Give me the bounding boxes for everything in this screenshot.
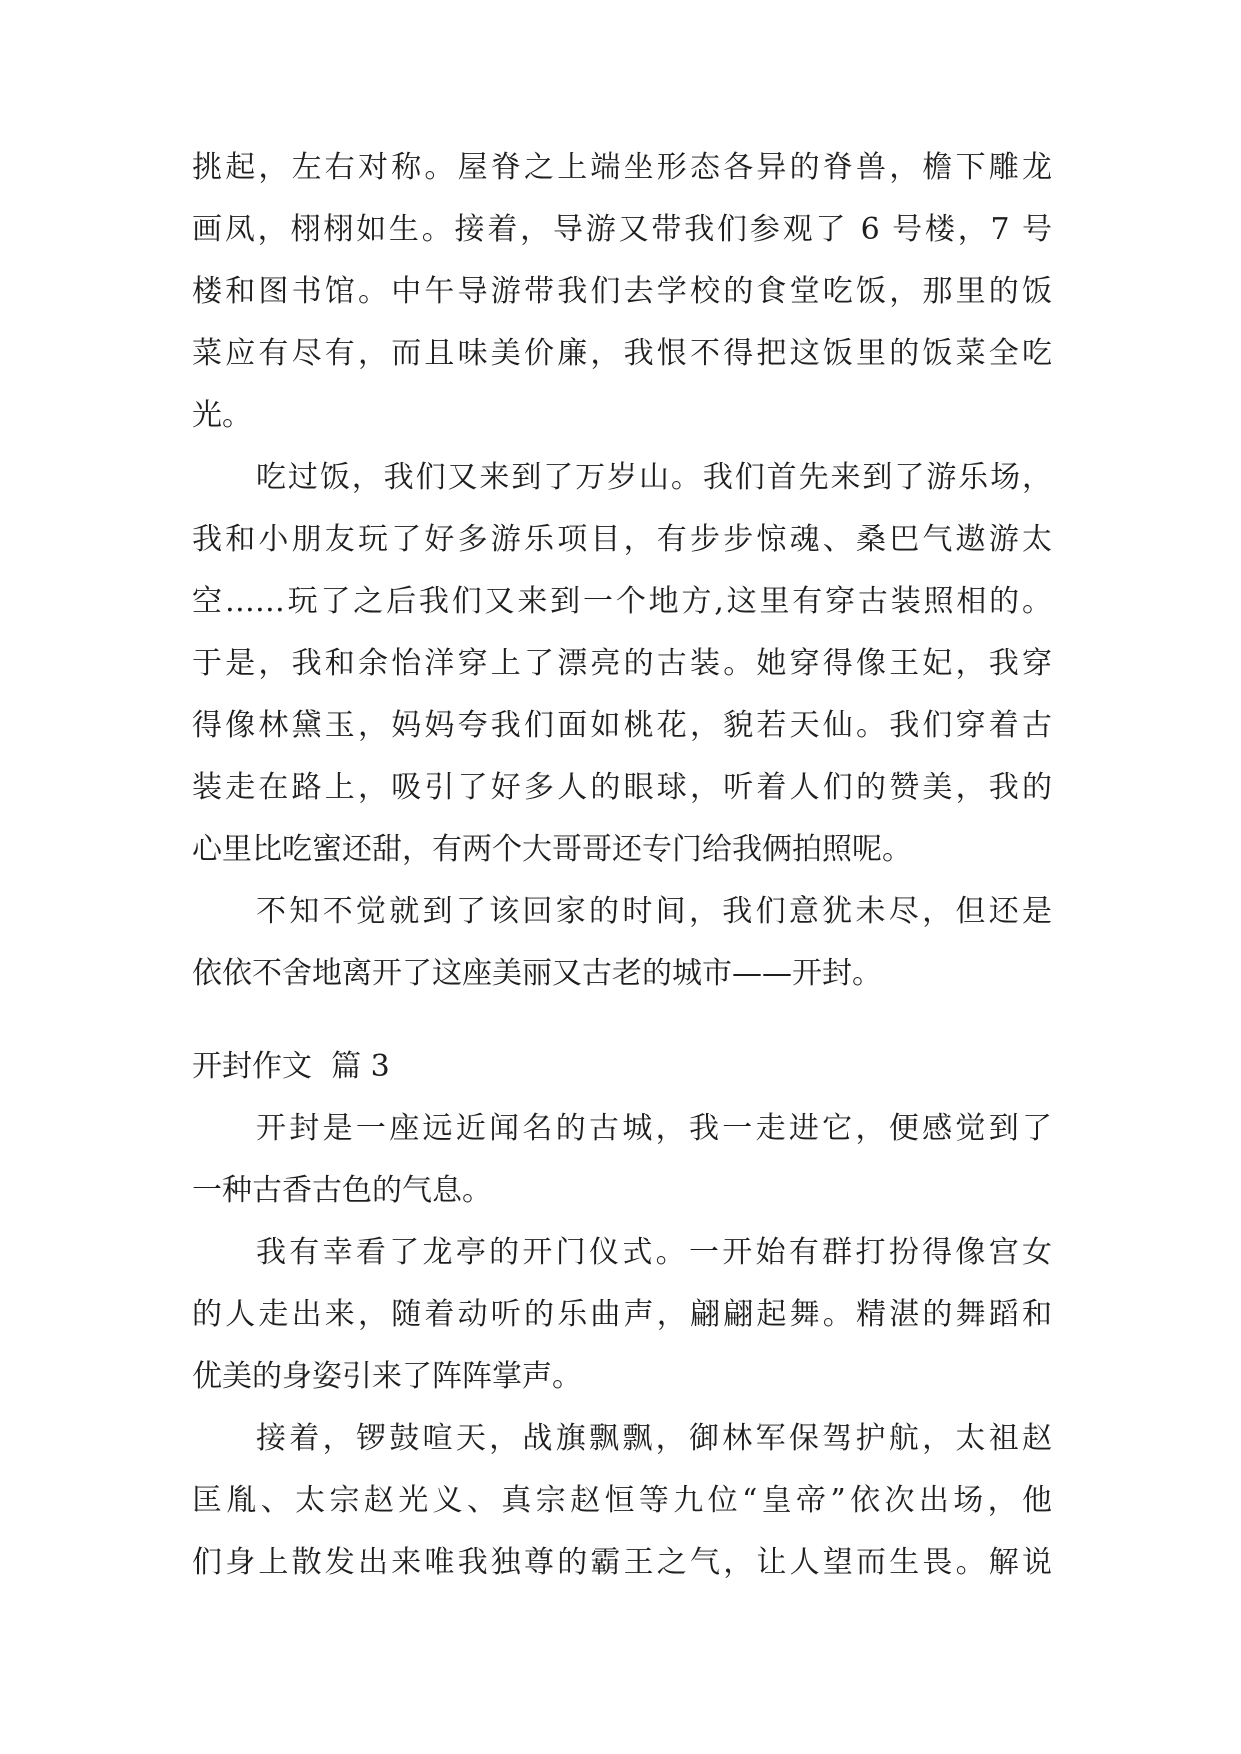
section-title: 开封作文 篇 3 [192, 1049, 390, 1084]
text-line: 挑起，左右对称。屋脊之上端坐形态各异的脊兽，檐下雕龙 [192, 150, 1052, 185]
text-line: 们身上散发出来唯我独尊的霸王之气，让人望而生畏。解说 [192, 1545, 1052, 1580]
text-line: 光。 [192, 398, 252, 433]
text-line: 接着，锣鼓喧天，战旗飘飘，御林军保驾护航，太祖赵 [256, 1421, 1052, 1456]
text-line: 的人走出来，随着动听的乐曲声，翩翩起舞。精湛的舞蹈和 [192, 1297, 1052, 1332]
text-line: 一种古香古色的气息。 [192, 1173, 492, 1208]
text-line: 装走在路上，吸引了好多人的眼球，听着人们的赞美，我的 [192, 770, 1052, 805]
text-line: 得像林黛玉，妈妈夸我们面如桃花，貌若天仙。我们穿着古 [192, 708, 1052, 743]
text-line: 不知不觉就到了该回家的时间，我们意犹未尽，但还是 [256, 894, 1052, 929]
text-line: 于是，我和余怡洋穿上了漂亮的古装。她穿得像王妃，我穿 [192, 646, 1052, 681]
text-line: 画凤，栩栩如生。接着，导游又带我们参观了 6 号楼，7 号 [192, 212, 1052, 247]
text-line: 楼和图书馆。中午导游带我们去学校的食堂吃饭，那里的饭 [192, 274, 1052, 309]
text-line: 我有幸看了龙亭的开门仪式。一开始有群打扮得像宫女 [256, 1235, 1052, 1270]
text-line: 优美的身姿引来了阵阵掌声。 [192, 1359, 582, 1394]
text-line: 依依不舍地离开了这座美丽又古老的城市——开封。 [192, 956, 882, 991]
text-line: 空……玩了之后我们又来到一个地方,这里有穿古装照相的。 [192, 584, 1052, 619]
text-line: 心里比吃蜜还甜，有两个大哥哥还专门给我俩拍照呢。 [192, 832, 912, 867]
text-line: 我和小朋友玩了好多游乐项目，有步步惊魂、桑巴气遨游太 [192, 522, 1052, 557]
text-line: 开封是一座远近闻名的古城，我一走进它，便感觉到了 [256, 1111, 1052, 1146]
text-line: 吃过饭，我们又来到了万岁山。我们首先来到了游乐场， [256, 460, 1052, 495]
text-line: 匡胤、太宗赵光义、真宗赵恒等九位“皇帝”依次出场，他 [192, 1483, 1052, 1518]
text-line: 菜应有尽有，而且味美价廉，我恨不得把这饭里的饭菜全吃 [192, 336, 1052, 371]
